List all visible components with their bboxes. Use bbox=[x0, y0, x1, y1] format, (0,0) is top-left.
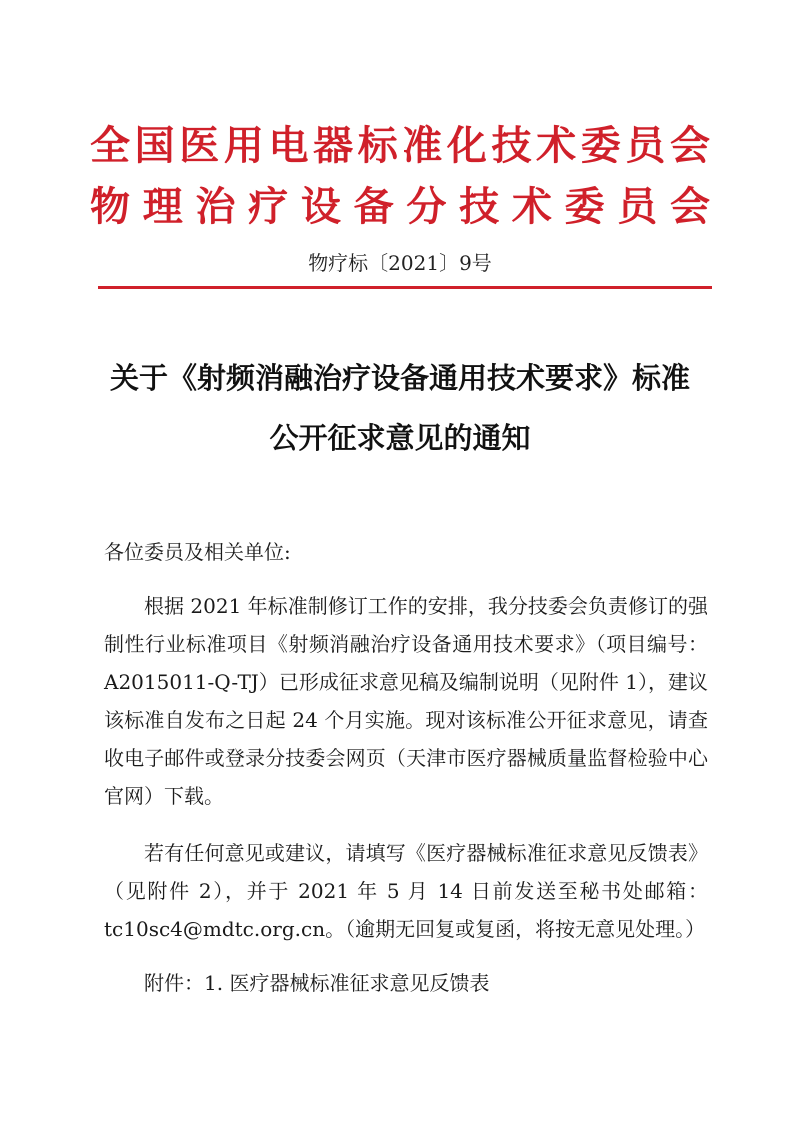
notice-title-line-2: 公开征求意见的通知 bbox=[269, 421, 531, 455]
document-number: 物疗标〔2021〕9号 bbox=[308, 251, 492, 275]
body-paragraph-1: 根据 2021 年标准制修订工作的安排，我分技委会负责修订的强制性行业标准项目《射频消融治疗设备通用技术要求》（项目编号：A2015011-Q-TJ）已形成征求意见稿及编制说明（见附件 1），建议该标准自发布之日起 24 个月实施。现对该标准公开征求意见，请查收电子邮件或登录分技委会网页（天津市医疗器械质量监督检验中心官网）下载。 bbox=[104, 594, 708, 808]
issuer-name-line-1: 全国医用电器标准化技术委员会 bbox=[90, 123, 710, 169]
salutation: 各位委员及相关单位: bbox=[104, 540, 291, 564]
issuer-name-line-2: 物理治疗设备分技术委员会 bbox=[90, 184, 710, 230]
red-divider-line bbox=[98, 286, 712, 289]
body-paragraph-2: 若有任何意见或建议，请填写《医疗器械标准征求意见反馈表》（见附件 2），并于 2021 年 5 月 14 日前发送至秘书处邮箱：tc10sc4@mdtc.org.cn。（逾期无回复或复函，将按无意见处理。） bbox=[104, 841, 708, 941]
attachment-item-1: 附件：1. 医疗器械标准征求意见反馈表 bbox=[144, 971, 490, 995]
notice-title-line-1: 关于《射频消融治疗设备通用技术要求》标准 bbox=[109, 361, 690, 395]
